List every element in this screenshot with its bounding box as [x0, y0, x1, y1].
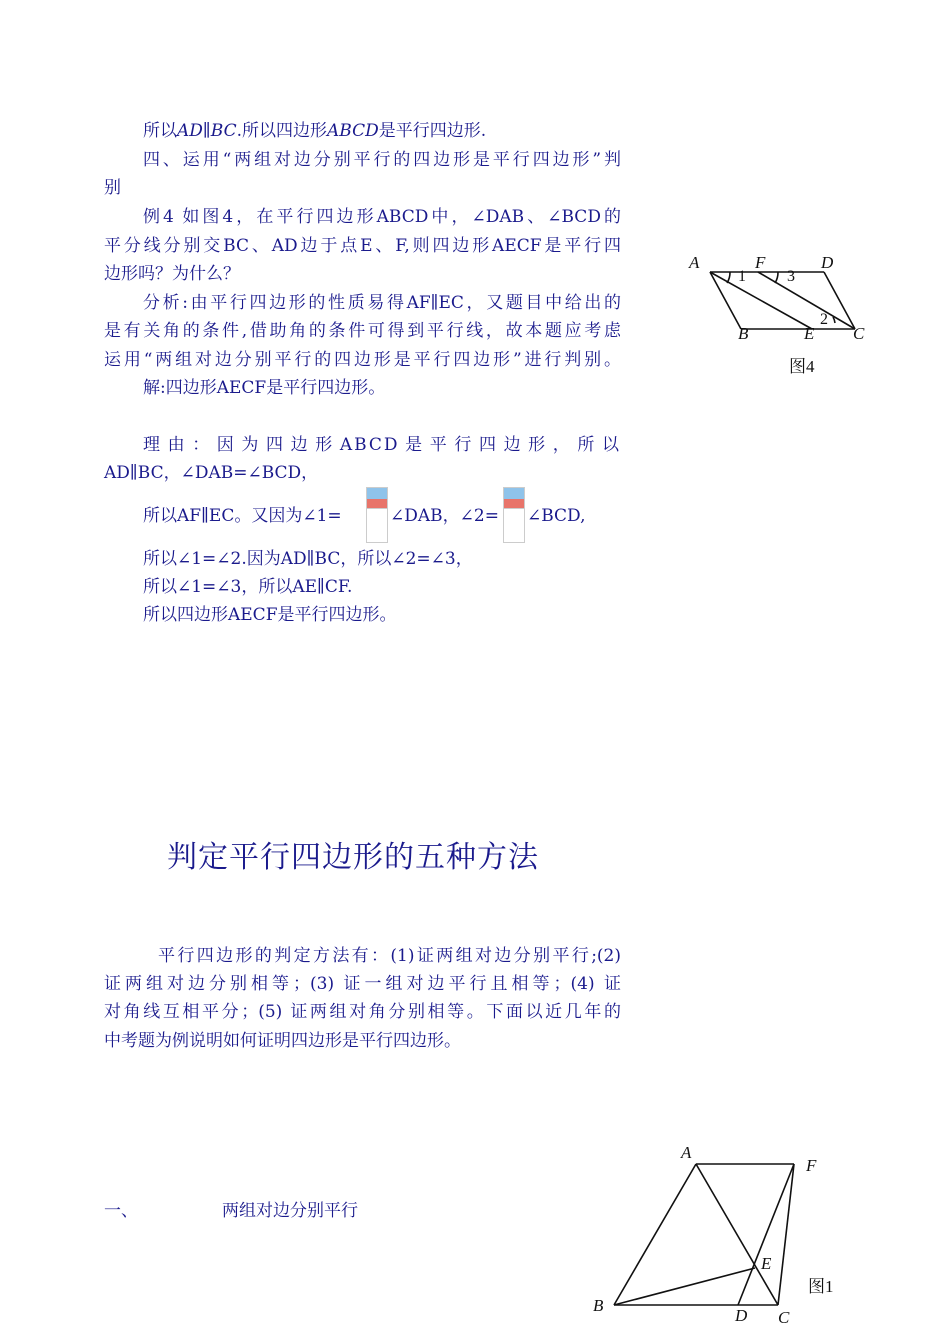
- heading-4-cont: 别: [104, 178, 121, 198]
- analysis-cont: 是有关角的条件,借助角的条件可得到平行线，故本题应考虑: [104, 321, 621, 341]
- section-title: 两组对边分别平行: [222, 1201, 358, 1221]
- heading-4: 四、运用“两组对边分别平行的四边形是平行四边形”判: [143, 150, 621, 170]
- fig1-label-f: F: [806, 1156, 817, 1175]
- page-title: 判定平行四边形的五种方法: [167, 840, 539, 875]
- analysis: 分析:由平行四边形的性质易得AF∥EC，又题目中给出的: [143, 293, 621, 313]
- analysis-cont: 运用“两组对边分别平行的四边形是平行四边形”进行判别。: [104, 350, 621, 370]
- fig4-label-e: E: [804, 324, 815, 343]
- text-line: 所以四边形AECF是平行四边形。: [143, 605, 397, 625]
- text-line: 所以∠1=∠2.因为AD∥BC，所以∠2=∠3，: [143, 549, 473, 569]
- fig4-label-d: D: [821, 253, 834, 272]
- text-line: ∠DAB，∠2=: [390, 506, 499, 526]
- intro: 平行四边形的判定方法有：(1)证两组对边分别平行;(2): [158, 946, 621, 966]
- fig1-caption: 图1: [808, 1277, 834, 1296]
- fig4-angle-3: 3: [787, 268, 795, 285]
- intro-cont: 对角线互相平分；(5) 证两组对角分别相等。下面以近几年的: [104, 1002, 621, 1022]
- intro-cont: 中考题为例说明如何证明四边形是平行四边形。: [104, 1031, 461, 1051]
- fig4-caption: 图4: [789, 357, 815, 376]
- broken-image-icon: [503, 487, 525, 543]
- fig1-label-e: E: [761, 1254, 772, 1273]
- fig4-angle-1: 1: [738, 268, 746, 285]
- fig1-label-a: A: [681, 1143, 692, 1162]
- figure-1: [605, 1155, 805, 1315]
- reason-cont: AD∥BC，∠DAB=∠BCD，: [104, 463, 319, 483]
- example-4-cont: 平分线分别交BC、AD边于点E、F,则四边形AECF是平行四: [104, 236, 621, 256]
- fig4-label-a: A: [689, 253, 700, 272]
- fig4-label-f: F: [755, 253, 766, 272]
- fig4-label-c: C: [853, 324, 865, 343]
- fig1-label-d: D: [735, 1306, 748, 1325]
- fig1-label-b: B: [593, 1296, 604, 1315]
- reason: 理由：因为四边形ABCD是平行四边形，所以: [143, 435, 621, 455]
- text-line: 所以AF∥EC。又因为∠1=: [143, 506, 342, 526]
- solution: 解:四边形AECF是平行四边形。: [143, 378, 386, 398]
- text-line: 所以∠1=∠3，所以AE∥CF.: [143, 577, 353, 597]
- broken-image-icon: [366, 487, 388, 543]
- example-4-cont: 边形吗？为什么？: [104, 264, 240, 284]
- intro-cont: 证两组对边分别相等；(3) 证一组对边平行且相等；(4) 证: [104, 974, 621, 994]
- text-line: ∠BCD,: [527, 506, 586, 526]
- fig4-label-b: B: [738, 324, 749, 343]
- section-number: 一、: [104, 1201, 138, 1221]
- text-line: 所以AD∥BC.所以四边形ABCD是平行四边形.: [143, 121, 487, 141]
- example-4: 例4 如图4，在平行四边形ABCD中，∠DAB、∠BCD的: [143, 207, 621, 227]
- fig4-angle-2: 2: [820, 311, 828, 328]
- fig1-label-c: C: [778, 1308, 790, 1327]
